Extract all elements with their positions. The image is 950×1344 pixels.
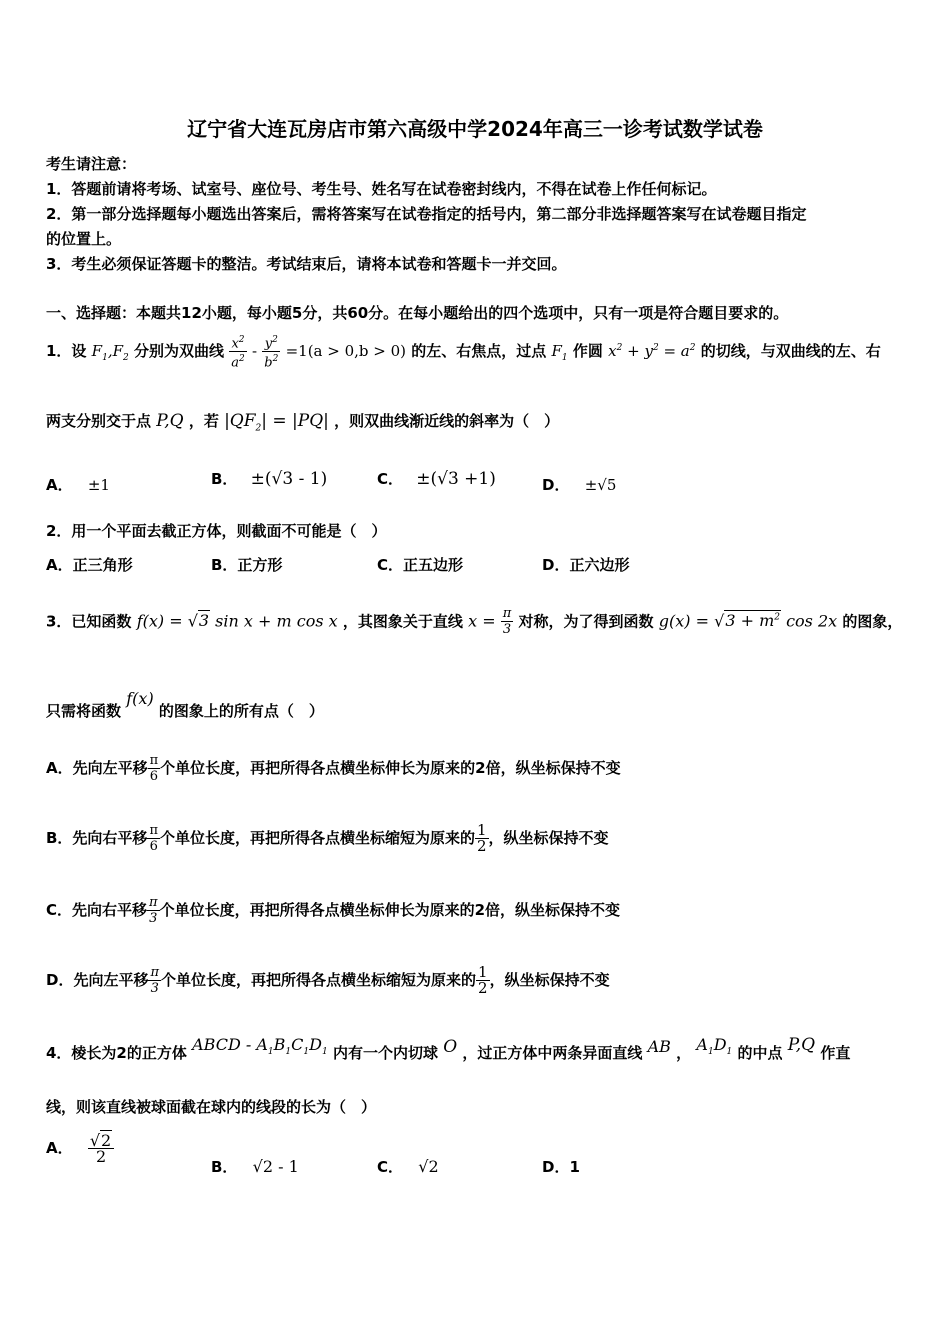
q4-option-b[interactable]: B． √2 - 1 [211, 1157, 299, 1176]
question-1-line-1: 1．设 $F_1,F_2$ 分别为双曲线 $\frac{x^2}{a^2}$ - $\frac{y^2}{b^2}$ =1(a > 0,b > 0) 的左、右焦点，过点 $F_1$ 作圆 $x^2 + y^2 = a^2$ 的切线，与双曲线的左、右 [46, 334, 881, 371]
question-3-line-2: 只需将函数 f(x) 的图象上的所有点（ ） [46, 689, 324, 720]
question-4-line-1: 4．棱长为2的正方体 ABCD - $A_1B_1C_1D_1$ 内有一个内切球 O ，过正方体中两条异面直线 AB ， $A_1D_1$ 的中点 P,Q 作直 [46, 1035, 851, 1062]
cube-name: ABCD - $A_1B_1C_1D_1$ [192, 1035, 328, 1058]
q1-option-c[interactable]: C． ±(√3 +1) [377, 469, 496, 489]
section-heading: 一、选择题：本题共12小题，每小题5分，共60分。在每小题给出的四个选项中，只有一项是符合题目要求的。 [46, 304, 789, 322]
question-1-line-2: 两支分别交于点 P,Q ，若 $|QF_2| = |PQ|$ ，则双曲线渐近线的斜率为（ ） [46, 411, 560, 434]
page-title: 辽宁省大连瓦房店市第六高级中学2024年高三一诊考试数学试卷 [187, 117, 763, 141]
question-4-line-2: 线，则该直线被球面截在球内的线段的长为（ ） [46, 1098, 377, 1116]
line-a1d1: $A_1D_1$ [696, 1035, 733, 1058]
f1-symbol: $F_1$ [551, 342, 568, 363]
q3-option-d[interactable]: D．先向左平移 $\frac{\pi}{3}$ 个单位长度，再把所得各点横坐标缩短为原来的 $\frac{1}{2}$ ，纵坐标保持不变 [46, 963, 610, 997]
q2-option-d[interactable]: D．正六边形 [542, 556, 630, 574]
q4-option-d[interactable]: D．1 [542, 1158, 580, 1176]
q2-option-b[interactable]: B．正方形 [211, 556, 283, 574]
q3-option-a[interactable]: A．先向左平移 $\frac{\pi}{6}$ 个单位长度，再把所得各点横坐标伸长为原来的2倍，纵坐标保持不变 [46, 753, 621, 784]
symmetry-line: x = [468, 611, 501, 631]
q4-option-a[interactable]: A． $\frac{√2}{2}$ [46, 1130, 114, 1166]
circle-equation: $x^2 + y^2 = a^2$ [608, 342, 696, 360]
question-2-stem: 2．用一个平面去截正方体，则截面不可能是（ ） [46, 522, 387, 540]
function-g-definition: $g(x) = √3 + m^2$ cos 2x [658, 611, 838, 631]
hyperbola-condition: =1(a > 0,b > 0) [285, 342, 407, 360]
q2-option-a[interactable]: A．正三角形 [46, 556, 133, 574]
q2-option-c[interactable]: C．正五边形 [377, 556, 464, 574]
question-3-line-1: 3．已知函数 f(x) = √3 sin x + m cos x ，其图象关于直线 x = $\frac{\pi}{3}$ 对称，为了得到函数 $g(x) = √3 + m^2$ cos 2x 的图象， [46, 606, 903, 638]
hyperbola-x-fraction: $\frac{x^2}{a^2}$ [231, 334, 245, 371]
qf2-equals-pq: $|QF_2| = |PQ|$ [224, 411, 329, 434]
q1-option-d[interactable]: D． ±√5 [542, 476, 617, 494]
notice-item-3: 3．考生必须保证答题卡的整洁。考试结束后，请将本试卷和答题卡一并交回。 [46, 255, 567, 273]
q3-option-c[interactable]: C．先向右平移 $\frac{\pi}{3}$ 个单位长度，再把所得各点横坐标伸长为原来的2倍，纵坐标保持不变 [46, 895, 621, 926]
notice-item-1: 1．答题前请将考场、试室号、座位号、考生号、姓名写在试卷密封线内，不得在试卷上作任何标记。 [46, 180, 717, 198]
f1-f2-symbol: $F_1,F_2$ [91, 342, 129, 363]
hyperbola-y-fraction: $\frac{y^2}{b^2}$ [264, 334, 279, 371]
function-f-definition: f(x) = √3 sin x + m cos x [136, 611, 338, 631]
q4-option-c[interactable]: C． √2 [377, 1157, 439, 1176]
q3-option-b[interactable]: B．先向右平移 $\frac{\pi}{6}$ 个单位长度，再把所得各点横坐标缩短为原来的 $\frac{1}{2}$ ，纵坐标保持不变 [46, 821, 609, 855]
notice-heading: 考生请注意： [46, 155, 137, 173]
notice-item-2: 2．第一部分选择题每小题选出答案后，需将答案写在试卷指定的括号内，第二部分非选择题答案写在试卷题目指定 [46, 205, 807, 223]
notice-item-2-cont: 的位置上。 [46, 230, 122, 248]
q1-option-b[interactable]: B． ±(√3 - 1) [211, 469, 328, 489]
q1-option-a[interactable]: A． ±1 [46, 476, 110, 494]
